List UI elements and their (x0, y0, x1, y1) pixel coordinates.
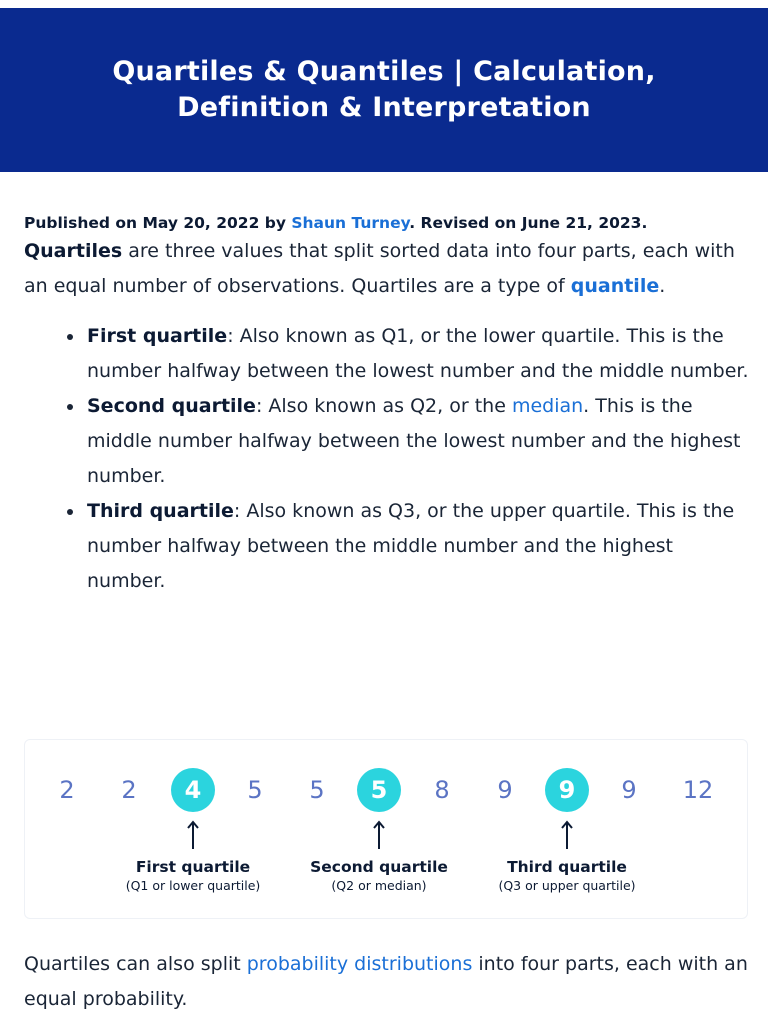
author-link[interactable]: Shaun Turney (291, 214, 410, 232)
probability-distributions-link[interactable]: probability distributions (246, 953, 473, 975)
data-number: 12 (682, 776, 714, 804)
list-item-first-quartile (87, 319, 749, 389)
data-number: 9 (497, 776, 513, 804)
q1-label-title: First quartile (135, 858, 251, 876)
q1-label-subtitle: (Q1 or lower quartile) (125, 878, 261, 893)
second-quartile-term: Second quartile (87, 395, 256, 417)
outro-text-1: Quartiles can also split (24, 953, 247, 975)
first-quartile-term: First quartile (87, 325, 228, 347)
data-number: 5 (309, 776, 325, 804)
published-date: Published on May 20, 2022 by (24, 214, 292, 232)
intro-term: Quartiles (24, 240, 123, 262)
article-header (0, 8, 768, 172)
q1-number-highlight: 4 (171, 768, 215, 812)
data-number: 8 (434, 776, 450, 804)
q2-label-subtitle: (Q2 or median) (331, 878, 427, 893)
first-quartile-text: : Also known as Q1, or the lower quartile. This is the number halfway between the lowest number and the middle number. (87, 325, 749, 382)
intro-paragraph (24, 234, 749, 304)
quartile-list (24, 319, 749, 599)
bullet-icon (67, 404, 73, 410)
quartile-diagram (24, 739, 748, 919)
q3-label (472, 857, 662, 895)
q3-number-highlight: 9 (545, 768, 589, 812)
q2-label (284, 857, 474, 895)
data-number: 9 (621, 776, 637, 804)
q2-number-highlight: 5 (357, 768, 401, 812)
outro-section (24, 947, 749, 1017)
outro-paragraph (24, 947, 749, 1017)
article-body (24, 196, 749, 599)
arrow-up-icon (186, 820, 200, 850)
q1-label (98, 857, 288, 895)
second-quartile-text-1: : Also known as Q2, or the (255, 395, 512, 417)
bullet-icon (67, 334, 73, 340)
revised-date: . Revised on June 21, 2023. (409, 214, 648, 232)
q2-label-title: Second quartile (310, 858, 448, 876)
list-item-third-quartile (87, 494, 749, 599)
data-number: 5 (247, 776, 263, 804)
article-title (112, 54, 655, 126)
arrow-up-icon (560, 820, 574, 850)
data-number: 2 (121, 776, 137, 804)
title-line-1: Quartiles & Quantiles | Calculation, (112, 56, 656, 87)
bullet-icon (67, 509, 73, 515)
second-quartile-text-2: . This is the middle number halfway between the lowest number and the highest number. (87, 395, 741, 487)
quantile-link[interactable]: quantile (570, 275, 660, 297)
intro-text-2: . (659, 275, 666, 297)
q3-label-title: Third quartile (507, 858, 627, 876)
list-item-second-quartile (87, 389, 749, 494)
title-line-2: Definition & Interpretation (177, 92, 591, 123)
arrow-up-icon (372, 820, 386, 850)
q3-label-subtitle: (Q3 or upper quartile) (498, 878, 636, 893)
data-number: 2 (59, 776, 75, 804)
median-link[interactable]: median (511, 395, 584, 417)
outro-text-2: into four parts, each with an equal probability. (24, 953, 748, 1010)
byline (24, 212, 749, 234)
intro-text-1: are three values that split sorted data into four parts, each with an equal number of observations. Quartiles are a type of (24, 240, 735, 297)
third-quartile-term: Third quartile (87, 500, 234, 522)
third-quartile-text: : Also known as Q3, or the upper quartile. This is the number halfway between the middle number and the highest number. (87, 500, 735, 592)
